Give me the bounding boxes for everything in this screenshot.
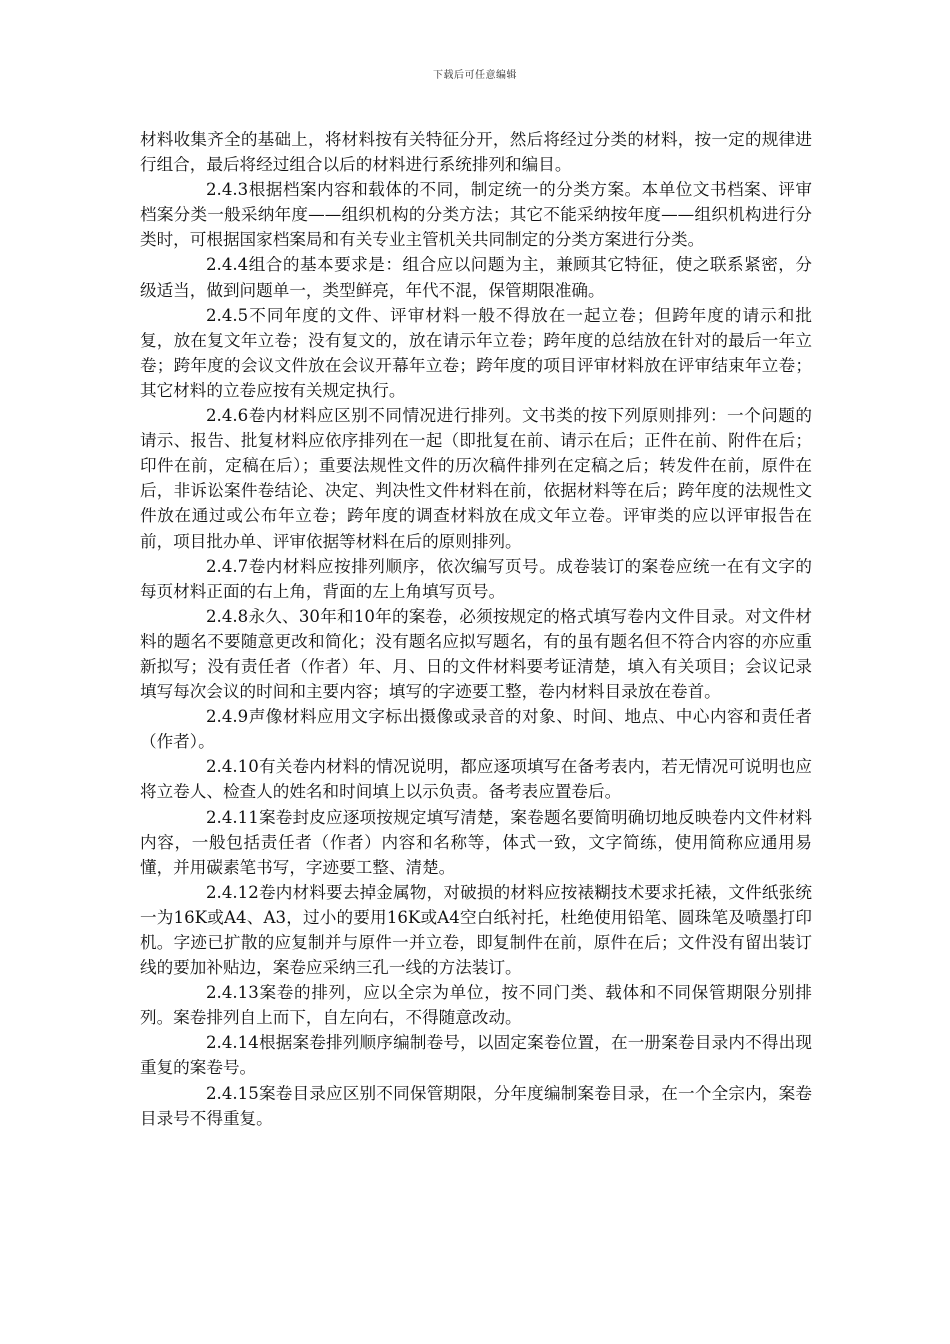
page-header: 下载后可任意编辑 [433,70,517,81]
paragraph-2-4-13: 2.4.13案卷的排列，应以全宗为单位，按不同门类、载体和不同保管期限分别排列。案卷排列自上而下，自左向右，不得随意改动。 [140,983,812,1028]
paragraph-2-4-6: 2.4.6卷内材料应区别不同情况进行排列。文书类的按下列原则排列：一个问题的请示、报告、批复材料应依序排列在一起（即批复在前、请示在后；正件在前、附件在后；印件在前，定稿在后）；重要法规性文件的历次稿件排列在定稿之后；转发件在前，原件在后，非诉讼案件卷结论、决定、判决性文件材料在前，依据材料等在后；跨年度的法规性文件放在通过或公布年立卷；跨年度的调查材料放在成文年立卷。评审类的应以评审报告在前，项目批办单、评审依据等材料在后的原则排列。 [140,406,812,551]
document-body [140,127,812,1131]
paragraph-2-4-14: 2.4.14根据案卷排列顺序编制卷号，以固定案卷位置，在一册案卷目录内不得出现重复的案卷号。 [140,1033,812,1078]
paragraph-2-4-10: 2.4.10有关卷内材料的情况说明，都应逐项填写在备考表内，若无情况可说明也应将立卷人、检查人的姓名和时间填上以示负责。备考表应置卷后。 [140,757,812,802]
paragraph-2-4-3: 2.4.3根据档案内容和载体的不同，制定统一的分类方案。本单位文书档案、评审档案分类一般采纳年度——组织机构的分类方法；其它不能采纳按年度——组织机构进行分类时，可根据国家档案局和有关专业主管机关共同制定的分类方案进行分类。 [140,180,812,250]
paragraph-2-4-4: 2.4.4组合的基本要求是：组合应以问题为主，兼顾其它特征，使之联系紧密，分级适当，做到问题单一，类型鲜亮，年代不混，保管期限准确。 [140,255,812,300]
paragraph-2-4-8: 2.4.8永久、30年和10年的案卷，必须按规定的格式填写卷内文件目录。对文件材料的题名不要随意更改和简化；没有题名应拟写题名，有的虽有题名但不符合内容的亦应重新拟写；没有责任者（作者）年、月、日的文件材料要考证清楚，填入有关项目；会议记录填写每次会议的时间和主要内容；填写的字迹要工整，卷内材料目录放在卷首。 [140,606,812,702]
paragraph-2-4-9: 2.4.9声像材料应用文字标出摄像或录音的对象、时间、地点、中心内容和责任者（作者）。 [140,707,812,752]
paragraph-2-4-7: 2.4.7卷内材料应按排列顺序，依次编写页号。成卷装订的案卷应统一在有文字的每页材料正面的右上角，背面的左上角填写页号。 [140,556,812,601]
paragraph-2-4-5: 2.4.5不同年度的文件、评审材料一般不得放在一起立卷；但跨年度的请示和批复，放在复文年立卷；没有复文的，放在请示年立卷；跨年度的总结放在针对的最后一年立卷；跨年度的会议文件放在会议开幕年立卷；跨年度的项目评审材料放在评审结束年立卷；其它材料的立卷应按有关规定执行。 [140,305,812,400]
paragraph-2-4-11: 2.4.11案卷封皮应逐项按规定填写清楚，案卷题名要简明确切地反映卷内文件材料内容，一般包括责任者（作者）内容和名称等，体式一致，文字简练，使用简称应通用易懂，并用碳素笔书写，字迹要工整、清楚。 [140,807,812,877]
paragraph-continuation: 材料收集齐全的基础上，将材料按有关特征分开，然后将经过分类的材料，按一定的规律进行组合，最后将经过组合以后的材料进行系统排列和编目。 [140,130,812,175]
paragraph-2-4-15: 2.4.15案卷目录应区别不同保管期限，分年度编制案卷目录，在一个全宗内，案卷目录号不得重复。 [140,1083,812,1128]
paragraph-2-4-12: 2.4.12卷内材料要去掉金属物，对破损的材料应按裱糊技术要求托裱，文件纸张统一为16K或A4、A3，过小的要用16K或A4空白纸衬托，杜绝使用铅笔、圆珠笔及喷墨打印机。字迹已扩散的应复制并与原件一并立卷，即复制件在前，原件在后；文件没有留出装订线的要加补贴边，案卷应采纳三孔一线的方法装订。 [140,882,812,978]
